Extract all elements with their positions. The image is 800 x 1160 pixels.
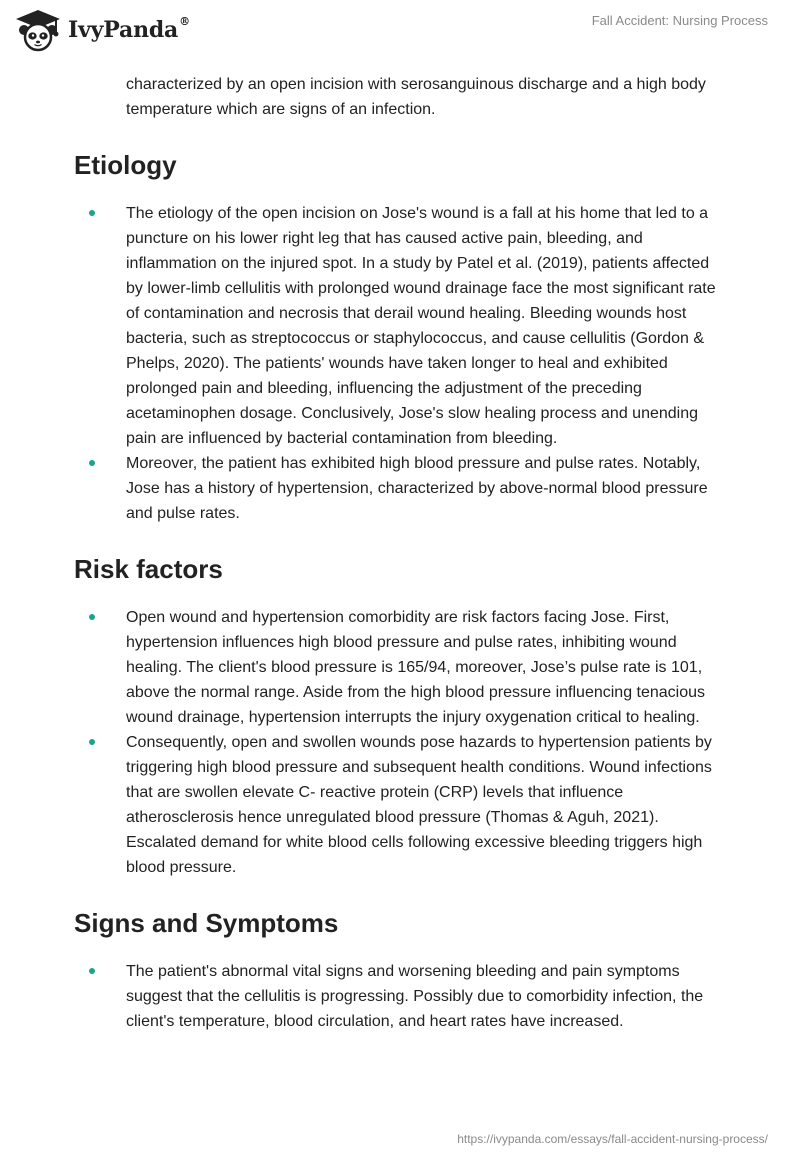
section-heading: Signs and Symptoms [74,908,339,938]
intro-paragraph: characterized by an open incision with serosanguinous discharge and a high body temperature which are signs of an infection. [126,76,706,118]
page-header [0,0,800,62]
list-item-text: Open wound and hypertension comorbidity are risk factors facing Jose. First, hypertension influences high blood pressure and pulse rates, inhibiting wound healing. The client's blood pressure is 165/94, moreover, Jose’s pulse rate is 101, above the normal range. Aside from the high blood pressure influencing tenacious wound drainage, hypertension interrupts the injury oxygenation critical to healing. [126,609,706,726]
list-item [126,730,724,880]
section-heading: Etiology [74,150,177,180]
panda-graduation-cap-icon [14,8,62,52]
list-item [126,605,724,730]
list-item-text: The patient's abnormal vital signs and worsening bleeding and pain symptoms suggest that the cellulitis is progressing. Possibly due to comorbidity infection, the client's temperature, blood circulation, and heart rates have increased. [126,963,704,1030]
brand-logo[interactable] [14,8,190,52]
list-item-text: The etiology of the open incision on Jose's wound is a fall at his home that led to a puncture on his lower right leg that has caused active pain, bleeding, and inflammation on the injured spot. In a study by Patel et al. (2019), patients affected by lower-limb cellulitis with prolonged wound drainage face the most significant rate of contamination and necrosis that derail wound healing. Bleeding wounds host bacteria, such as streptococcus or staphylococcus, and cause cellulitis (Gordon & Phelps, 2020). The patients' wounds have taken longer to heal and exhibited prolonged pain and bleeding, influencing the adjustment of the preceding acetaminophen dosage. Conclusively, Jose's slow healing process and unending pain are influenced by bacterial contamination from bleeding. [126,205,716,447]
section-heading: Risk factors [74,554,223,584]
section-etiology [0,149,800,526]
bullet-dot-icon [89,460,95,466]
list-item [126,959,724,1034]
document-body [0,72,800,1034]
bullet-list [0,959,800,1034]
section-signs-and-symptoms [0,907,800,1034]
bullet-list [0,201,800,526]
document-title: Fall Accident: Nursing Process [591,13,768,28]
list-item-text: Consequently, open and swollen wounds pose hazards to hypertension patients by triggering high blood pressure and subsequent health conditions. Wound infections that are swollen elevate C- reactive protein (CRP) levels that influence atherosclerosis hence unregulated blood pressure (Thomas & Aguh, 2021). Escalated demand for white blood cells following excessive bleeding triggers high blood pressure. [126,734,712,876]
brand-name: IvyPanda® [68,14,190,43]
bullet-list [0,605,800,880]
bullet-dot-icon [89,614,95,620]
list-item [126,201,724,451]
section-risk-factors [0,553,800,880]
bullet-dot-icon [89,739,95,745]
bullet-dot-icon [89,210,95,216]
source-url[interactable]: https://ivypanda.com/essays/fall-accident-nursing-process/ [457,1132,768,1146]
list-item [126,451,724,526]
bullet-dot-icon [89,968,95,974]
list-item-text: Moreover, the patient has exhibited high blood pressure and pulse rates. Notably, Jose has a history of hypertension, characterized by above-normal blood pressure and pulse rates. [126,455,708,522]
